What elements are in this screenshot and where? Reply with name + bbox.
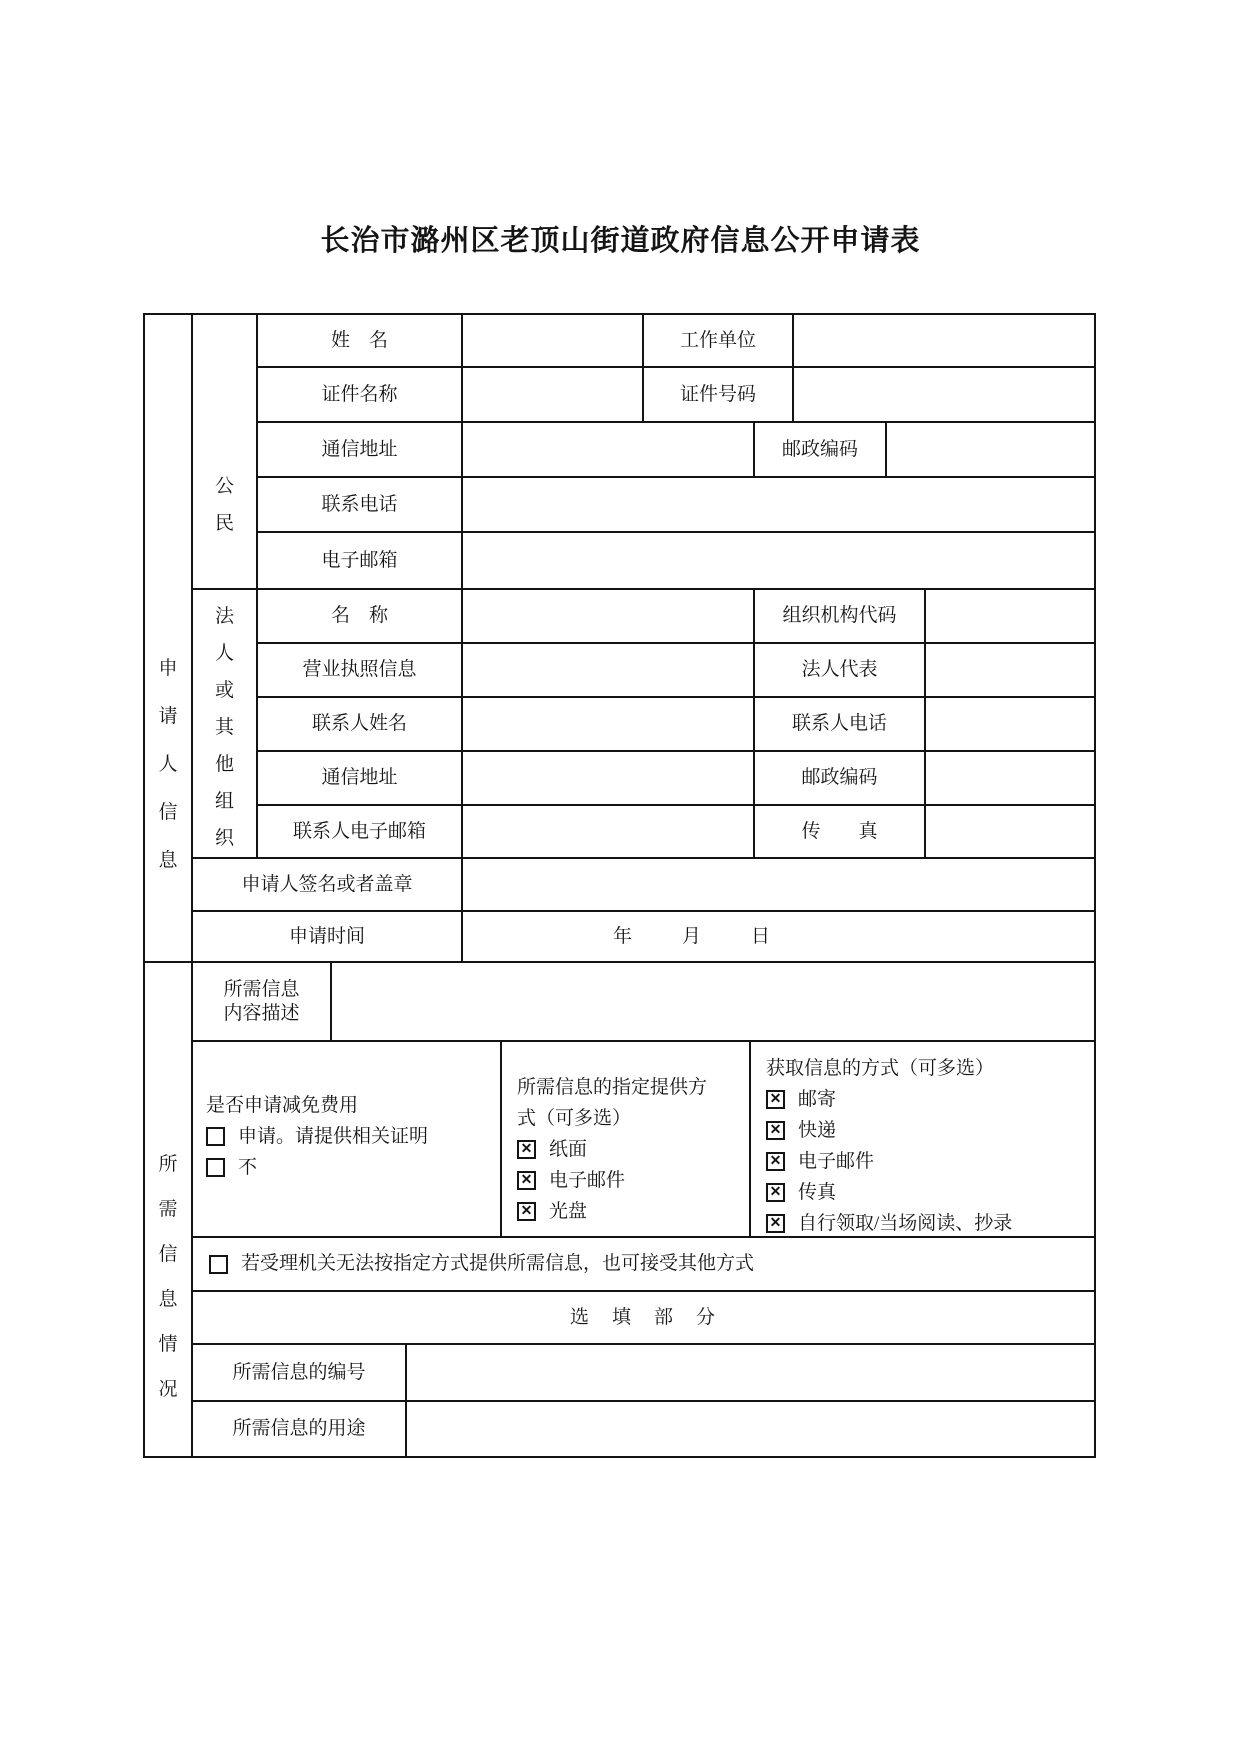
org-address-label: 通信地址 <box>258 752 463 806</box>
description-value-cell <box>332 963 1094 1042</box>
obtain-pickup-label: 自行领取/当场阅读、抄录 <box>798 1213 1013 1234</box>
org-legal-rep-label: 法人代表 <box>755 644 926 698</box>
provide-email-label: 电子邮件 <box>549 1170 626 1191</box>
fee-waiver-apply-checkbox <box>206 1127 225 1146</box>
org-license-label: 营业执照信息 <box>258 644 463 698</box>
citizen-name-label: 姓 名 <box>258 315 463 368</box>
group-citizen-label: 公民 <box>214 475 234 534</box>
section-applicant-info <box>145 315 193 963</box>
group-citizen <box>193 315 258 590</box>
citizen-postcode-label: 邮政编码 <box>755 423 887 478</box>
org-contact-phone-value-cell <box>926 698 1094 752</box>
citizen-email-label: 电子邮箱 <box>258 533 463 590</box>
citizen-cert-name-label: 证件名称 <box>258 368 463 423</box>
org-postcode-value-cell <box>926 752 1094 806</box>
fallback-checkbox <box>209 1255 228 1274</box>
provide-method-title: 所需信息的指定提供方式（可多选） <box>517 1077 708 1129</box>
obtain-email-checkbox: ✕ <box>766 1152 785 1171</box>
org-contact-name-label: 联系人姓名 <box>258 698 463 752</box>
provide-email-checkbox: ✕ <box>517 1171 536 1190</box>
obtain-fax-label: 传真 <box>798 1182 837 1203</box>
org-contact-email-label: 联系人电子邮箱 <box>258 806 463 859</box>
provide-disc-checkbox: ✕ <box>517 1202 536 1221</box>
info-number-value-cell <box>407 1345 1094 1402</box>
provide-paper-checkbox: ✕ <box>517 1140 536 1159</box>
citizen-cert-no-label: 证件号码 <box>644 368 794 423</box>
description-label-line1: 所需信息 <box>223 978 300 1000</box>
citizen-address-label: 通信地址 <box>258 423 463 478</box>
org-name-value-cell <box>463 590 755 644</box>
obtain-method-option-pickup <box>766 1208 1012 1238</box>
citizen-cert-no-value-cell <box>794 368 1094 423</box>
obtain-method-option-email <box>766 1146 874 1177</box>
obtain-method-option-post <box>766 1084 836 1115</box>
group-organization-label: 法人或其他组织 <box>214 605 234 849</box>
fee-waiver-no-checkbox <box>206 1158 225 1177</box>
fee-waiver-no-label: 不 <box>238 1157 258 1178</box>
org-code-label: 组织机构代码 <box>755 590 926 644</box>
citizen-phone-label: 联系电话 <box>258 478 463 533</box>
obtain-email-label: 电子邮件 <box>798 1151 875 1172</box>
optional-part-header: 选 填 部 分 <box>193 1292 1094 1345</box>
fee-waiver-title: 是否申请减免费用 <box>206 1095 359 1116</box>
fee-waiver-option-no <box>206 1152 257 1183</box>
obtain-method-option-fax <box>766 1177 836 1208</box>
provide-disc-label: 光盘 <box>549 1201 588 1222</box>
obtain-post-label: 邮寄 <box>798 1089 837 1110</box>
signature-label: 申请人签名或者盖章 <box>193 859 463 912</box>
form-title: 长治市潞州区老顶山街道政府信息公开申请表 <box>320 225 921 257</box>
info-purpose-label: 所需信息的用途 <box>193 1402 407 1456</box>
obtain-method-title: 获取信息的方式（可多选） <box>766 1058 995 1079</box>
section-applicant-info-label: 申请人信息 <box>158 658 178 871</box>
description-label <box>193 963 332 1042</box>
org-contact-name-value-cell <box>463 698 755 752</box>
obtain-method-option-express <box>766 1115 836 1146</box>
group-organization <box>193 590 258 859</box>
citizen-address-value-cell <box>463 423 755 478</box>
org-legal-rep-value-cell <box>926 644 1094 698</box>
org-license-value-cell <box>463 644 755 698</box>
apply-time-value-cell: 年 月 日 <box>463 912 1094 963</box>
fallback-option-cell <box>193 1238 1094 1292</box>
obtain-pickup-checkbox: ✕ <box>766 1214 785 1233</box>
application-form-table <box>143 313 1096 1458</box>
org-name-label: 名 称 <box>258 590 463 644</box>
org-postcode-label: 邮政编码 <box>755 752 926 806</box>
org-address-value-cell <box>463 752 755 806</box>
provide-method-option-disc <box>517 1196 587 1227</box>
apply-time-label: 申请时间 <box>193 912 463 963</box>
obtain-express-checkbox: ✕ <box>766 1121 785 1140</box>
provide-paper-label: 纸面 <box>549 1139 588 1160</box>
fee-waiver-apply-label: 申请。请提供相关证明 <box>238 1126 429 1147</box>
fee-waiver-cell <box>193 1042 502 1238</box>
citizen-email-value-cell <box>463 533 1094 590</box>
info-number-label: 所需信息的编号 <box>193 1345 407 1402</box>
org-fax-value-cell <box>926 806 1094 859</box>
obtain-post-checkbox: ✕ <box>766 1090 785 1109</box>
citizen-name-value-cell <box>463 315 644 368</box>
description-label-line2: 内容描述 <box>223 1002 300 1024</box>
fee-waiver-option-apply <box>206 1121 428 1152</box>
citizen-cert-name-value-cell <box>463 368 644 423</box>
obtain-method-cell <box>751 1042 1094 1238</box>
obtain-fax-checkbox: ✕ <box>766 1183 785 1202</box>
provide-method-cell <box>502 1042 751 1238</box>
org-fax-label: 传 真 <box>755 806 926 859</box>
obtain-express-label: 快递 <box>798 1120 837 1141</box>
signature-value-cell <box>463 859 1094 912</box>
org-code-value-cell <box>926 590 1094 644</box>
fallback-label: 若受理机关无法按指定方式提供所需信息，也可接受其他方式 <box>241 1253 755 1274</box>
org-contact-phone-label: 联系人电话 <box>755 698 926 752</box>
citizen-work-unit-label: 工作单位 <box>644 315 794 368</box>
provide-method-option-paper <box>517 1134 587 1165</box>
provide-method-option-email <box>517 1165 625 1196</box>
citizen-phone-value-cell <box>463 478 1094 533</box>
citizen-work-unit-value-cell <box>794 315 1094 368</box>
section-required-info-label: 所需信息情况 <box>158 1153 178 1400</box>
org-contact-email-value-cell <box>463 806 755 859</box>
citizen-postcode-value-cell <box>887 423 1094 478</box>
section-required-info <box>145 963 193 1456</box>
info-purpose-value-cell <box>407 1402 1094 1456</box>
